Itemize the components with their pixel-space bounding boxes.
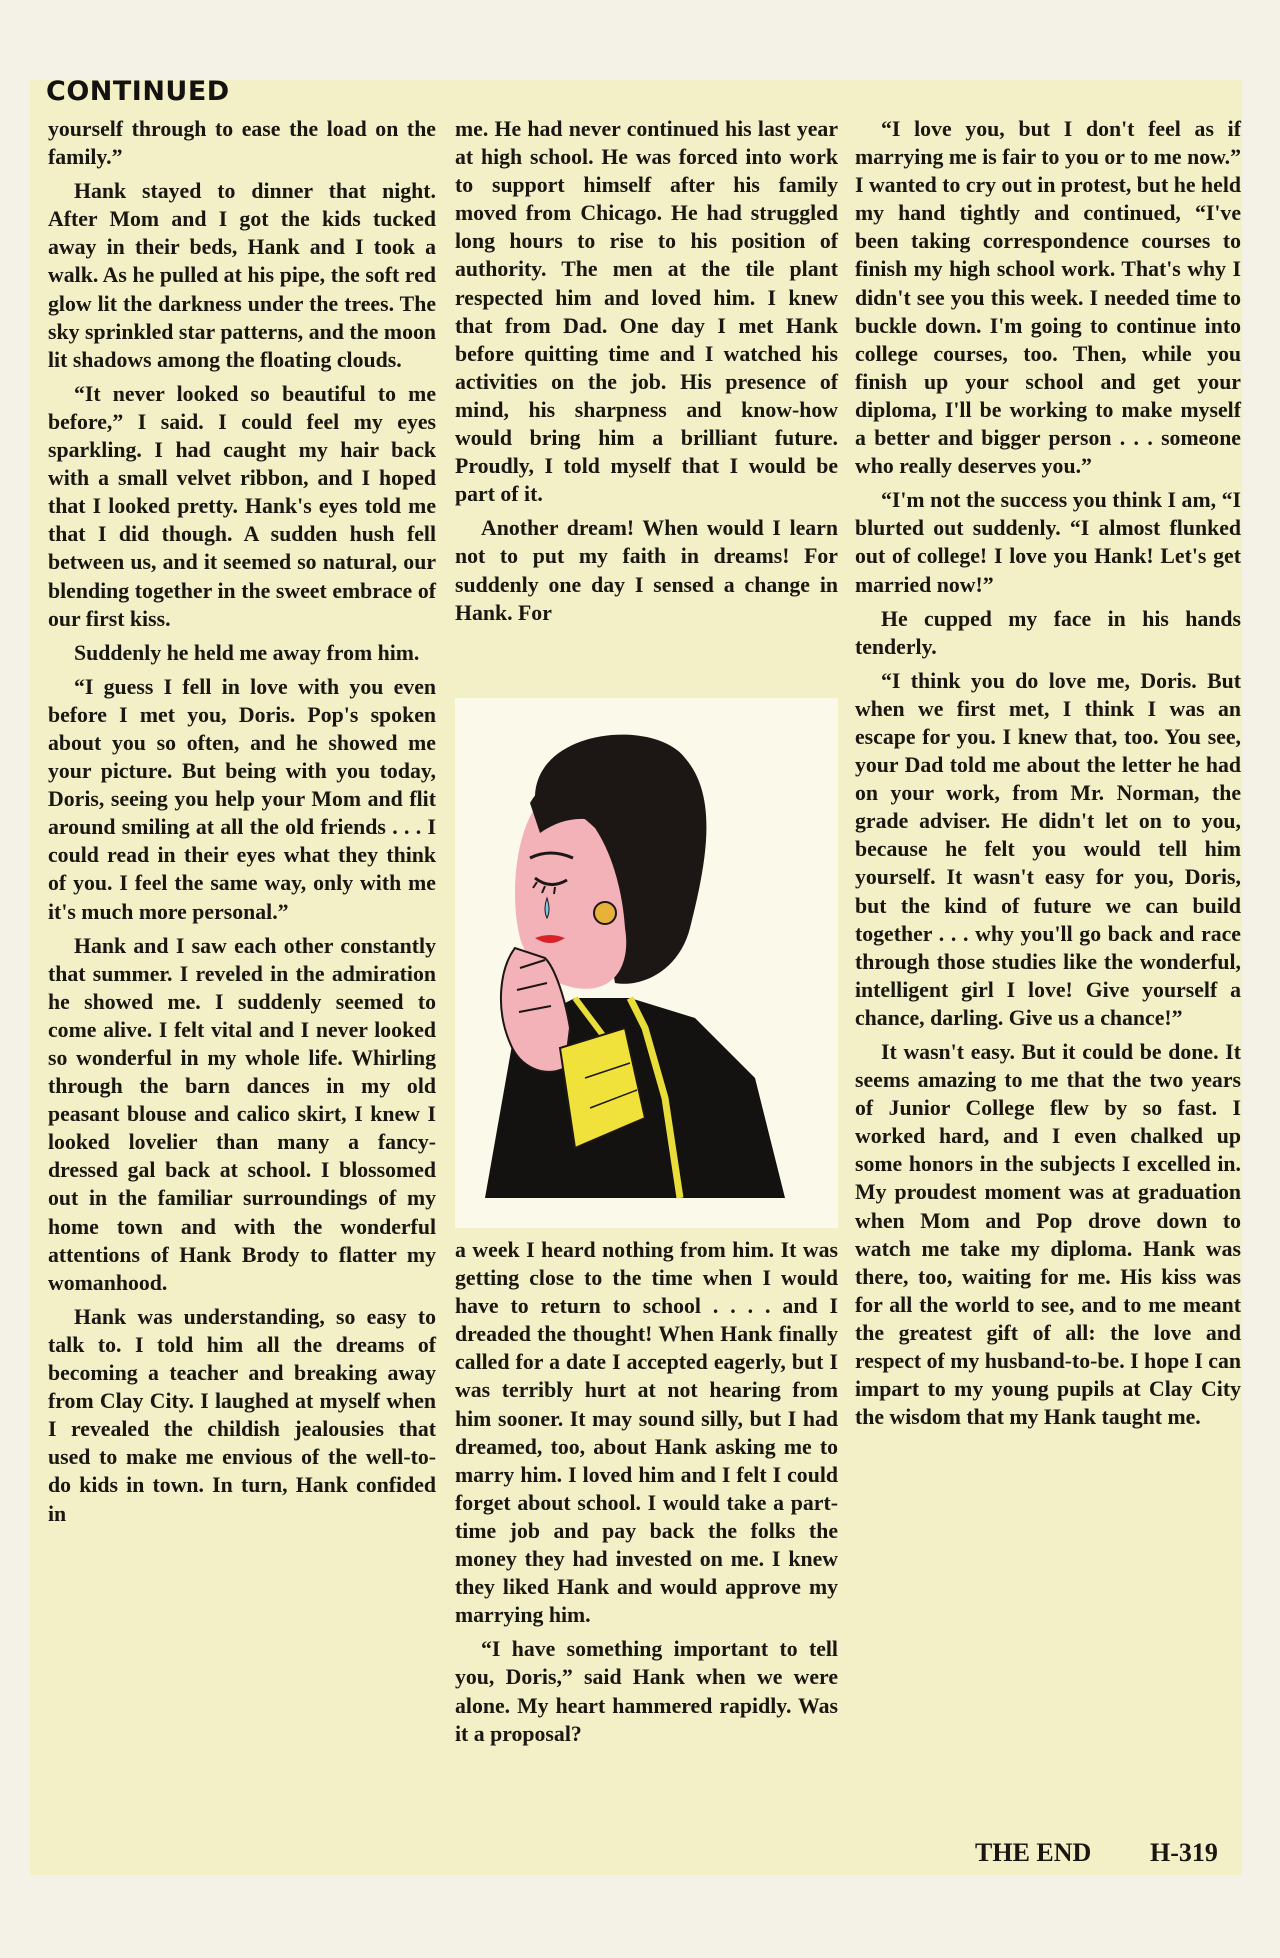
paragraph: “I think you do love me, Doris. But when we first met, I think I was an escape for you. I knew that, too. You see, your Dad told me about the letter he had on your work, from Mr. Norman, the grade adviser. He didn't let on to you, because he felt you would tell him yourself. It wasn't easy for you, Doris, but the kind of future we can build together . . . why you'll go back and race through those studies like the wonderful, intelligent girl I love! Give yourself a chance, darling. Give us a chance!” <box>855 668 1241 1030</box>
paragraph: yourself through to ease the load on the family.” <box>48 117 436 170</box>
paragraph: He cupped my face in his hands tenderly. <box>855 606 1241 659</box>
crying-woman-illustration <box>455 698 838 1228</box>
paragraph: me. He had never continued his last year at high school. He was forced into work to support himself after his family moved from Chicago. He had struggled long hours to rise to his position of authority. The men at the tile plant respected him and loved him. I knew that from Dad. One day I met Hank before quitting time and I watched his activities on the job. His presence of mind, his sharpness and know-how would bring him a brilliant future. Proudly, I told myself that I would be part of it. <box>455 117 838 507</box>
page-code: H-319 <box>1150 1838 1218 1867</box>
paragraph: Suddenly he held me away from him. <box>74 640 420 665</box>
paragraph: It wasn't easy. But it could be done. It seems amazing to me that the two years of Junior College flew by so fast. I worked hard, and I even chalked up some honors in the subjects I excelled in. My proudest moment was at graduation when Mom and Pop drove down to watch me take my diploma. Hank was there, too, waiting for me. His kiss was for all the world to see, and to me meant the greatest gift of all: the love and respect of my husband-to-be. I hope I can impart to my young pupils at Clay City the wisdom that my Hank taught me. <box>855 1040 1241 1430</box>
continued-header: CONTINUED <box>46 76 230 107</box>
text-column-2-top <box>455 115 838 633</box>
text-column-1 <box>48 115 436 1534</box>
paragraph: Hank stayed to dinner that night. After Mom and I got the kids tucked away in their beds, Hank and I took a walk. As he pulled at his pipe, the soft red glow lit the darkness under the trees. The sky sprinkled star patterns, and the moon lit shadows among the floating clouds. <box>48 179 436 372</box>
paragraph: “I love you, but I don't feel as if marrying me is fair to you or to me now.” I wanted to cry out in protest, but he held my hand tightly and continued, “I've been taking correspondence courses to finish my high school work. That's why I didn't see you this week. I needed time to buckle down. I'm going to continue into college courses, too. Then, while you finish up your school and get your diploma, I'll be working to make myself a better and bigger person . . . someone who really deserves you.” <box>855 117 1241 479</box>
paragraph: “I have something important to tell you, Doris,” said Hank when we were alone. My heart hammered rapidly. Was it a proposal? <box>455 1637 838 1746</box>
text-column-3 <box>855 115 1241 1437</box>
paragraph: “It never looked so beautiful to me before,” I said. I could feel my eyes sparkling. I had caught my hair back with a small velvet ribbon, and I hoped that I looked pretty. Hank's eyes told me that I did though. A sudden hush fell between us, and it seemed so natural, our blending together in the sweet embrace of our first kiss. <box>48 381 436 631</box>
paragraph: a week I heard nothing from him. It was getting close to the time when I would have to return to school . . . . and I dreaded the thought! When Hank finally called for a date I accepted eagerly, but I was terribly hurt at not hearing from him sooner. It may sound silly, but I had dreamed, too, about Hank asking me to marry him. I loved him and I felt I could forget about school. I would take a part-time job and pay back the folks the money they had invested on me. I knew they liked Hank and would approve my marrying him. <box>455 1238 838 1628</box>
paragraph: Hank and I saw each other constantly that summer. I reveled in the admiration he showed me. I suddenly seemed to come alive. I felt vital and I never looked so wonderful in my whole life. Whirling through the barn dances in my old peasant blouse and calico skirt, I knew I looked lovelier than many a fancy-dressed gal back at school. I blossomed out in the familiar surroundings of my home town and with the wonderful attentions of Hank Brody to flatter my womanhood. <box>48 933 436 1295</box>
text-column-2-bottom <box>455 1236 838 1754</box>
paragraph: Another dream! When would I learn not to put my faith in dreams! For suddenly one day I sensed a change in Hank. For <box>455 516 838 625</box>
illustration-drawing <box>455 698 838 1228</box>
paragraph: Hank was understanding, so easy to talk to. I told him all the dreams of becoming a teacher and breaking away from Clay City. I laughed at myself when I revealed the childish jealousies that used to make me envious of the well-to-do kids in town. In turn, Hank confided in <box>48 1304 436 1526</box>
the-end-label: THE END <box>975 1838 1092 1867</box>
paragraph: “I guess I fell in love with you even before I met you, Doris. Pop's spoken about you so often, and he showed me your picture. But being with you today, Doris, seeing you help your Mom and flit around smiling at all the old friends . . . I could read in their eyes what they think of you. I feel the same way, only with me it's much more personal.” <box>48 674 436 924</box>
paragraph: “I'm not the success you think I am, “I blurted out suddenly. “I almost flunked out of college! I love you Hank! Let's get married now!” <box>855 488 1241 597</box>
